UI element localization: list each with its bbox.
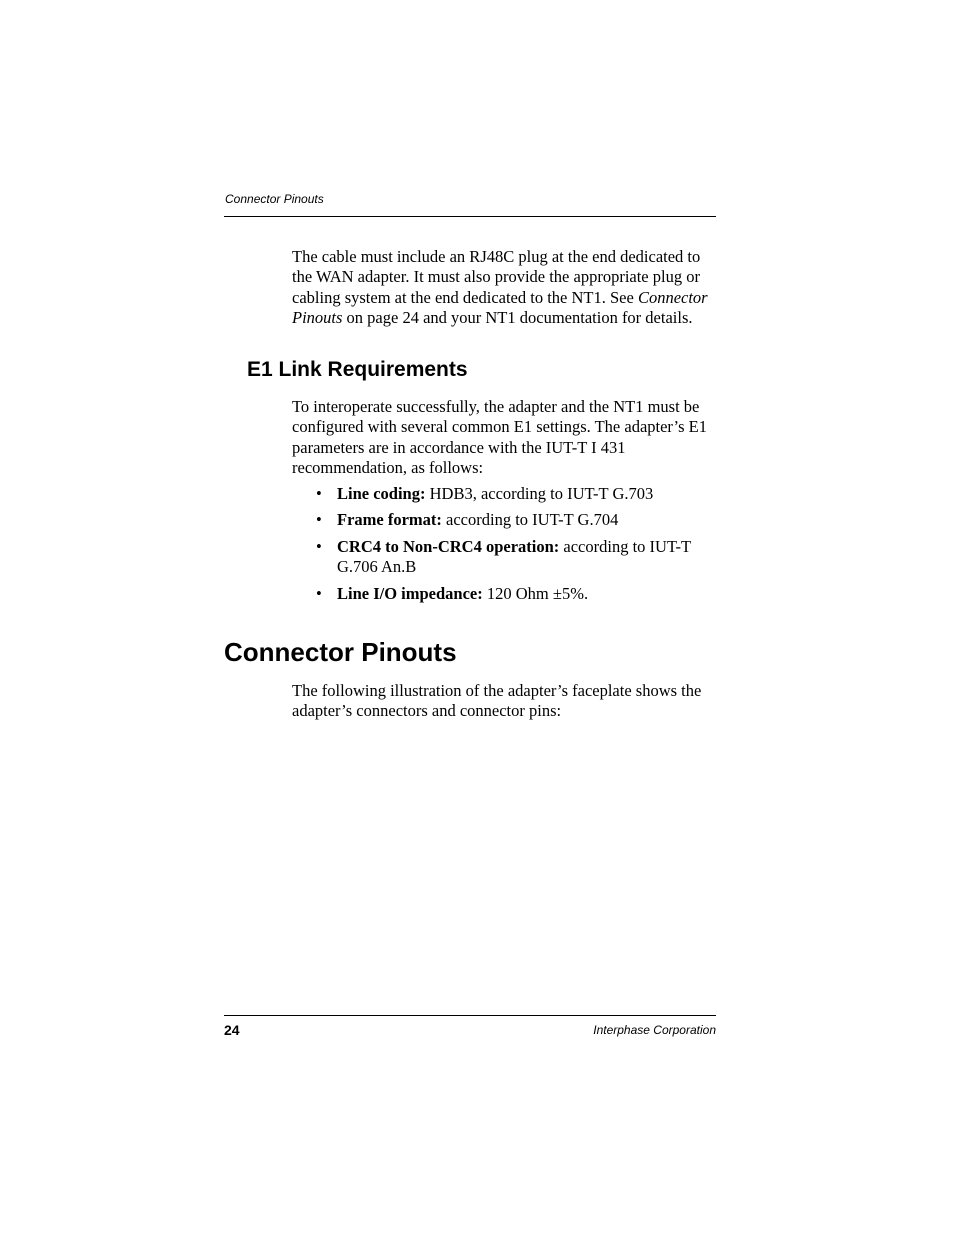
intro-paragraph	[292, 247, 717, 329]
bullet-text: 120 Ohm ±5%.	[482, 583, 589, 603]
page-number: 24	[224, 1022, 240, 1038]
bullet-icon: •	[316, 484, 322, 503]
connector-pinouts-reference[interactable]: Connector Pinouts	[292, 287, 708, 328]
intro-text-end: on page 24 and your NT1 documentation for details.	[342, 308, 693, 328]
bullet-label: CRC4 to Non-CRC4 operation:	[337, 536, 560, 556]
e1-section-heading: E1 Link Requirements	[247, 358, 468, 381]
list-item	[316, 510, 716, 530]
bullet-text: HDB3, according to IUT-T G.703	[425, 484, 654, 503]
bullet-label: Line I/O impedance:	[337, 583, 483, 603]
connector-pinouts-paragraph: The following illustration of the adapter’s faceplate shows the adapter’s connectors and connector pins:	[292, 681, 702, 721]
header-rule	[224, 216, 716, 217]
bullet-label: Line coding:	[337, 484, 426, 503]
list-item	[316, 484, 716, 504]
connector-pinouts-heading: Connector Pinouts	[224, 637, 457, 667]
intro-text-start: The cable must include an RJ48C plug at the end dedicated to the WAN adapter. It must also provide the appropriate plug or cabling system at the end dedicated to the NT1. See	[292, 247, 701, 307]
bullet-label: Frame format:	[337, 510, 442, 530]
list-item	[316, 584, 716, 604]
e1-settings-list	[316, 484, 716, 610]
bullet-text: according to IUT-T G.706 An.B	[337, 536, 691, 577]
bullet-icon: •	[316, 583, 322, 603]
footer-rule	[224, 1015, 716, 1016]
running-header-title: Connector Pinouts	[225, 192, 324, 206]
bullet-icon: •	[316, 536, 322, 556]
bullet-icon: •	[316, 510, 322, 530]
bullet-text: according to IUT-T G.704	[441, 510, 619, 530]
list-item	[316, 537, 716, 578]
e1-section-paragraph: To interoperate successfully, the adapter and the NT1 must be configured with several common E1 settings. The adapter’s E1 parameters are in accordance with the IUT-T I 431 recommendation, as follows:	[292, 397, 707, 478]
footer-company: Interphase Corporation	[593, 1023, 716, 1037]
